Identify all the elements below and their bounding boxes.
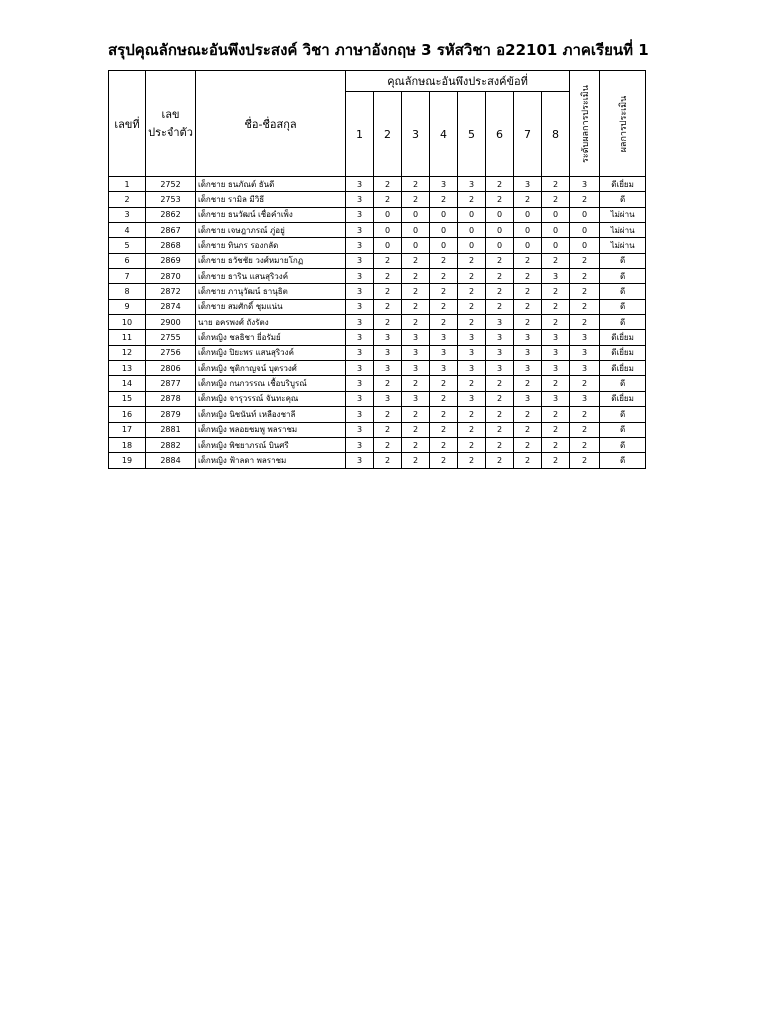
- row-score-6: 3: [486, 330, 514, 345]
- row-score-8: 2: [542, 284, 570, 299]
- row-level: 3: [570, 361, 600, 376]
- row-no: 4: [109, 223, 146, 238]
- row-score-2: 3: [374, 361, 402, 376]
- row-score-1: 3: [346, 192, 374, 207]
- table-row: [109, 391, 646, 406]
- row-score-5: 3: [458, 391, 486, 406]
- row-score-7: 0: [514, 207, 542, 222]
- row-name: เด็กหญิง ชุติกาญจน์ บุตรวงศ์: [196, 361, 346, 376]
- row-score-4: 3: [430, 177, 458, 192]
- header-id-line1: เลข: [161, 107, 180, 121]
- row-score-1: 3: [346, 315, 374, 330]
- row-score-4: 0: [430, 207, 458, 222]
- row-score-1: 3: [346, 223, 374, 238]
- row-result: ดี: [600, 253, 646, 268]
- row-no: 17: [109, 422, 146, 437]
- page-title: สรุปคุณลักษณะอันพึงประสงค์ วิชา ภาษาอังกฤษ 3 รหัสวิชา อ22101 ภาคเรียนที่ 1: [108, 41, 649, 59]
- row-score-6: 2: [486, 422, 514, 437]
- row-id: 2752: [146, 177, 196, 192]
- row-id: 2882: [146, 437, 196, 452]
- row-result: ดีเยี่ยม: [600, 361, 646, 376]
- row-score-3: 2: [402, 269, 430, 284]
- row-score-8: 0: [542, 223, 570, 238]
- row-score-5: 0: [458, 207, 486, 222]
- row-score-8: 2: [542, 299, 570, 314]
- table-row: [109, 177, 646, 192]
- row-name: เด็กหญิง นิชนันท์ เหลืองชาลี: [196, 407, 346, 422]
- row-score-5: 3: [458, 361, 486, 376]
- row-result: ดีเยี่ยม: [600, 391, 646, 406]
- row-no: 3: [109, 207, 146, 222]
- row-score-8: 3: [542, 345, 570, 360]
- row-score-6: 2: [486, 437, 514, 452]
- row-score-6: 2: [486, 407, 514, 422]
- row-score-4: 2: [430, 407, 458, 422]
- row-result: ไม่ผ่าน: [600, 207, 646, 222]
- row-score-7: 3: [514, 177, 542, 192]
- row-id: 2884: [146, 453, 196, 468]
- header-level-text: ระดับผลการประเมิน: [580, 84, 591, 163]
- row-score-4: 0: [430, 223, 458, 238]
- row-no: 1: [109, 177, 146, 192]
- table-row: [109, 315, 646, 330]
- row-name: เด็กหญิง กนกวรรณ เชื้อบริบูรณ์: [196, 376, 346, 391]
- table-row: [109, 422, 646, 437]
- row-result: ดี: [600, 192, 646, 207]
- row-name: เด็กหญิง จารุวรรณ์ จันทะคุณ: [196, 391, 346, 406]
- table-body: [109, 177, 646, 469]
- row-score-6: 2: [486, 299, 514, 314]
- row-score-8: 3: [542, 361, 570, 376]
- row-score-7: 2: [514, 376, 542, 391]
- row-result: ไม่ผ่าน: [600, 223, 646, 238]
- row-score-5: 2: [458, 192, 486, 207]
- row-score-3: 3: [402, 391, 430, 406]
- row-score-4: 2: [430, 192, 458, 207]
- row-score-8: 2: [542, 315, 570, 330]
- row-result: ดี: [600, 269, 646, 284]
- row-score-2: 2: [374, 376, 402, 391]
- row-score-1: 3: [346, 299, 374, 314]
- row-level: 3: [570, 345, 600, 360]
- row-score-6: 3: [486, 361, 514, 376]
- row-id: 2879: [146, 407, 196, 422]
- row-no: 10: [109, 315, 146, 330]
- row-score-3: 2: [402, 192, 430, 207]
- row-score-2: 2: [374, 253, 402, 268]
- row-score-4: 2: [430, 253, 458, 268]
- row-score-7: 2: [514, 299, 542, 314]
- row-score-4: 3: [430, 330, 458, 345]
- row-score-3: 0: [402, 238, 430, 253]
- row-score-6: 2: [486, 284, 514, 299]
- row-id: 2877: [146, 376, 196, 391]
- row-score-1: 3: [346, 453, 374, 468]
- row-level: 2: [570, 437, 600, 452]
- row-score-6: 0: [486, 207, 514, 222]
- row-score-6: 2: [486, 376, 514, 391]
- row-score-3: 2: [402, 253, 430, 268]
- row-name: เด็กหญิง ฟ้าลดา พลราชม: [196, 453, 346, 468]
- row-score-3: 2: [402, 177, 430, 192]
- header-no: เลขที่: [109, 71, 146, 177]
- row-score-6: 0: [486, 223, 514, 238]
- header-id: [146, 71, 196, 177]
- row-name: เด็กชาย ทินกร รองกลัด: [196, 238, 346, 253]
- row-score-5: 2: [458, 422, 486, 437]
- row-score-8: 2: [542, 407, 570, 422]
- table-row: [109, 407, 646, 422]
- table-row: [109, 284, 646, 299]
- row-name: เด็กชาย เจษฎาภรณ์ ภู่อยู่: [196, 223, 346, 238]
- row-score-3: 2: [402, 299, 430, 314]
- row-id: 2900: [146, 315, 196, 330]
- row-no: 6: [109, 253, 146, 268]
- row-result: ดี: [600, 407, 646, 422]
- row-no: 12: [109, 345, 146, 360]
- row-level: 2: [570, 269, 600, 284]
- row-id: 2753: [146, 192, 196, 207]
- row-score-5: 0: [458, 223, 486, 238]
- row-id: 2868: [146, 238, 196, 253]
- row-score-1: 3: [346, 437, 374, 452]
- row-score-1: 3: [346, 361, 374, 376]
- row-id: 2756: [146, 345, 196, 360]
- row-score-8: 2: [542, 177, 570, 192]
- row-score-8: 2: [542, 453, 570, 468]
- row-id: 2870: [146, 269, 196, 284]
- row-score-1: 3: [346, 253, 374, 268]
- row-level: 0: [570, 207, 600, 222]
- row-level: 2: [570, 407, 600, 422]
- row-score-5: 2: [458, 253, 486, 268]
- row-score-1: 3: [346, 207, 374, 222]
- table-row: [109, 207, 646, 222]
- row-level: 2: [570, 315, 600, 330]
- row-score-8: 3: [542, 330, 570, 345]
- header-trait-3: 3: [402, 92, 430, 177]
- row-level: 3: [570, 391, 600, 406]
- assessment-table: [108, 70, 646, 469]
- table-row: [109, 376, 646, 391]
- row-score-3: 0: [402, 207, 430, 222]
- row-id: 2881: [146, 422, 196, 437]
- row-result: ดี: [600, 453, 646, 468]
- row-score-7: 2: [514, 192, 542, 207]
- header-trait-2: 2: [374, 92, 402, 177]
- row-name: เด็กชาย รามิล มีวิธี: [196, 192, 346, 207]
- header-id-line2: ประจำตัว: [148, 125, 193, 139]
- row-level: 2: [570, 192, 600, 207]
- row-score-8: 2: [542, 192, 570, 207]
- row-name: เด็กชาย ธนภัณต์ ธันดี: [196, 177, 346, 192]
- row-result: ดี: [600, 299, 646, 314]
- row-score-3: 2: [402, 315, 430, 330]
- row-no: 8: [109, 284, 146, 299]
- row-score-7: 2: [514, 453, 542, 468]
- header-result-text: ผลการประเมิน: [618, 95, 629, 152]
- row-result: ดีเยี่ยม: [600, 177, 646, 192]
- header-trait-4: 4: [430, 92, 458, 177]
- row-result: ดี: [600, 284, 646, 299]
- row-score-8: 2: [542, 253, 570, 268]
- row-score-7: 3: [514, 345, 542, 360]
- row-score-2: 3: [374, 330, 402, 345]
- table-row: [109, 238, 646, 253]
- row-score-1: 3: [346, 330, 374, 345]
- row-score-7: 0: [514, 223, 542, 238]
- row-score-3: 2: [402, 453, 430, 468]
- row-score-1: 3: [346, 345, 374, 360]
- row-level: 3: [570, 330, 600, 345]
- row-score-7: 2: [514, 269, 542, 284]
- row-score-2: 2: [374, 192, 402, 207]
- row-score-7: 0: [514, 238, 542, 253]
- row-score-8: 2: [542, 422, 570, 437]
- row-score-6: 2: [486, 453, 514, 468]
- row-score-4: 2: [430, 437, 458, 452]
- row-score-3: 2: [402, 284, 430, 299]
- row-score-2: 0: [374, 238, 402, 253]
- header-trait-5: 5: [458, 92, 486, 177]
- row-id: 2867: [146, 223, 196, 238]
- row-score-5: 2: [458, 269, 486, 284]
- row-score-4: 2: [430, 376, 458, 391]
- row-score-7: 2: [514, 253, 542, 268]
- row-score-2: 2: [374, 284, 402, 299]
- row-score-6: 3: [486, 345, 514, 360]
- row-no: 18: [109, 437, 146, 452]
- row-score-3: 3: [402, 361, 430, 376]
- row-level: 2: [570, 453, 600, 468]
- row-level: 2: [570, 376, 600, 391]
- row-score-2: 2: [374, 299, 402, 314]
- row-result: ดี: [600, 422, 646, 437]
- row-score-4: 3: [430, 345, 458, 360]
- row-score-6: 0: [486, 238, 514, 253]
- row-score-6: 2: [486, 177, 514, 192]
- row-score-7: 3: [514, 391, 542, 406]
- row-score-5: 2: [458, 299, 486, 314]
- row-score-2: 0: [374, 223, 402, 238]
- row-name: เด็กชาย ธนวัฒน์ เชื่อคำเพ็ง: [196, 207, 346, 222]
- row-score-4: 2: [430, 422, 458, 437]
- row-no: 9: [109, 299, 146, 314]
- row-score-2: 2: [374, 437, 402, 452]
- row-score-2: 2: [374, 407, 402, 422]
- row-score-3: 2: [402, 376, 430, 391]
- row-no: 13: [109, 361, 146, 376]
- row-score-2: 2: [374, 453, 402, 468]
- row-result: ไม่ผ่าน: [600, 238, 646, 253]
- header-trait-6: 6: [486, 92, 514, 177]
- row-score-1: 3: [346, 422, 374, 437]
- row-id: 2862: [146, 207, 196, 222]
- row-name: เด็กชาย ธวัชชัย วงศ์หมายโกฏ: [196, 253, 346, 268]
- row-no: 11: [109, 330, 146, 345]
- row-score-8: 3: [542, 391, 570, 406]
- row-id: 2869: [146, 253, 196, 268]
- row-score-4: 2: [430, 269, 458, 284]
- row-result: ดีเยี่ยม: [600, 345, 646, 360]
- row-score-6: 3: [486, 315, 514, 330]
- table-row: [109, 437, 646, 452]
- row-score-7: 3: [514, 361, 542, 376]
- row-level: 2: [570, 253, 600, 268]
- header-name: ชื่อ-ชื่อสกุล: [196, 71, 346, 177]
- row-score-5: 2: [458, 284, 486, 299]
- row-score-5: 2: [458, 407, 486, 422]
- row-score-4: 2: [430, 453, 458, 468]
- row-level: 0: [570, 223, 600, 238]
- header-traits-group: คุณลักษณะอันพึงประสงค์ข้อที่: [346, 71, 570, 92]
- row-result: ดี: [600, 376, 646, 391]
- row-name: เด็กชาย ภานุวัฒน์ ธานุธิต: [196, 284, 346, 299]
- row-result: ดี: [600, 315, 646, 330]
- row-score-2: 3: [374, 391, 402, 406]
- row-score-3: 0: [402, 223, 430, 238]
- header-trait-1: 1: [346, 92, 374, 177]
- row-score-2: 2: [374, 269, 402, 284]
- row-score-2: 2: [374, 315, 402, 330]
- row-score-4: 2: [430, 284, 458, 299]
- row-name: เด็กหญิง ชลธิชา ยี่อรัมย์: [196, 330, 346, 345]
- table-row: [109, 361, 646, 376]
- row-score-3: 3: [402, 330, 430, 345]
- row-score-6: 2: [486, 192, 514, 207]
- row-name: เด็กชาย สมศักดิ์ ชุมแน่น: [196, 299, 346, 314]
- row-score-5: 2: [458, 376, 486, 391]
- row-no: 2: [109, 192, 146, 207]
- row-id: 2755: [146, 330, 196, 345]
- row-name: เด็กหญิง พิชยาภรณ์ บินศรี: [196, 437, 346, 452]
- row-id: 2806: [146, 361, 196, 376]
- row-score-5: 3: [458, 345, 486, 360]
- row-score-5: 2: [458, 453, 486, 468]
- row-score-7: 2: [514, 315, 542, 330]
- row-score-5: 3: [458, 330, 486, 345]
- row-score-2: 0: [374, 207, 402, 222]
- row-score-6: 2: [486, 253, 514, 268]
- row-score-7: 2: [514, 422, 542, 437]
- row-score-2: 3: [374, 345, 402, 360]
- row-no: 5: [109, 238, 146, 253]
- row-score-1: 3: [346, 284, 374, 299]
- row-id: 2872: [146, 284, 196, 299]
- row-no: 16: [109, 407, 146, 422]
- row-level: 2: [570, 284, 600, 299]
- row-score-5: 2: [458, 437, 486, 452]
- row-no: 19: [109, 453, 146, 468]
- row-name: เด็กหญิง ปิยะพร แสนสุริวงค์: [196, 345, 346, 360]
- row-score-1: 3: [346, 177, 374, 192]
- row-score-8: 2: [542, 376, 570, 391]
- table-row: [109, 253, 646, 268]
- row-score-1: 3: [346, 238, 374, 253]
- row-score-4: 2: [430, 315, 458, 330]
- row-no: 15: [109, 391, 146, 406]
- row-no: 14: [109, 376, 146, 391]
- row-score-1: 3: [346, 376, 374, 391]
- row-score-2: 2: [374, 422, 402, 437]
- row-level: 3: [570, 177, 600, 192]
- row-score-1: 3: [346, 269, 374, 284]
- row-score-3: 2: [402, 422, 430, 437]
- row-level: 0: [570, 238, 600, 253]
- row-no: 7: [109, 269, 146, 284]
- table-row: [109, 223, 646, 238]
- header-trait-8: 8: [542, 92, 570, 177]
- table-row: [109, 453, 646, 468]
- table-row: [109, 330, 646, 345]
- row-score-7: 2: [514, 437, 542, 452]
- row-name: เด็กหญิง พลอยชมพู พลราชม: [196, 422, 346, 437]
- row-score-7: 2: [514, 407, 542, 422]
- header-result: [600, 71, 646, 177]
- row-score-8: 3: [542, 269, 570, 284]
- header-trait-7: 7: [514, 92, 542, 177]
- header-level: [570, 71, 600, 177]
- row-score-8: 2: [542, 437, 570, 452]
- table-row: [109, 192, 646, 207]
- row-score-1: 3: [346, 407, 374, 422]
- row-score-7: 2: [514, 284, 542, 299]
- table-row: [109, 345, 646, 360]
- row-level: 2: [570, 422, 600, 437]
- row-score-3: 3: [402, 345, 430, 360]
- table-row: [109, 299, 646, 314]
- row-result: ดี: [600, 437, 646, 452]
- row-id: 2874: [146, 299, 196, 314]
- table-row: [109, 269, 646, 284]
- row-score-3: 2: [402, 407, 430, 422]
- row-score-4: 3: [430, 361, 458, 376]
- row-score-4: 0: [430, 238, 458, 253]
- row-score-3: 2: [402, 437, 430, 452]
- row-score-4: 2: [430, 299, 458, 314]
- row-result: ดีเยี่ยม: [600, 330, 646, 345]
- row-score-5: 2: [458, 315, 486, 330]
- row-score-7: 3: [514, 330, 542, 345]
- table-header: [109, 71, 646, 177]
- row-score-5: 3: [458, 177, 486, 192]
- row-score-4: 2: [430, 391, 458, 406]
- row-name: เด็กชาย ธาริน แสนสุริวงค์: [196, 269, 346, 284]
- row-name: นาย อครพงศ์ ถังรัตง: [196, 315, 346, 330]
- row-score-5: 0: [458, 238, 486, 253]
- row-score-8: 0: [542, 238, 570, 253]
- row-level: 2: [570, 299, 600, 314]
- row-score-1: 3: [346, 391, 374, 406]
- row-id: 2878: [146, 391, 196, 406]
- row-score-6: 2: [486, 391, 514, 406]
- row-score-6: 2: [486, 269, 514, 284]
- row-score-8: 0: [542, 207, 570, 222]
- row-score-2: 2: [374, 177, 402, 192]
